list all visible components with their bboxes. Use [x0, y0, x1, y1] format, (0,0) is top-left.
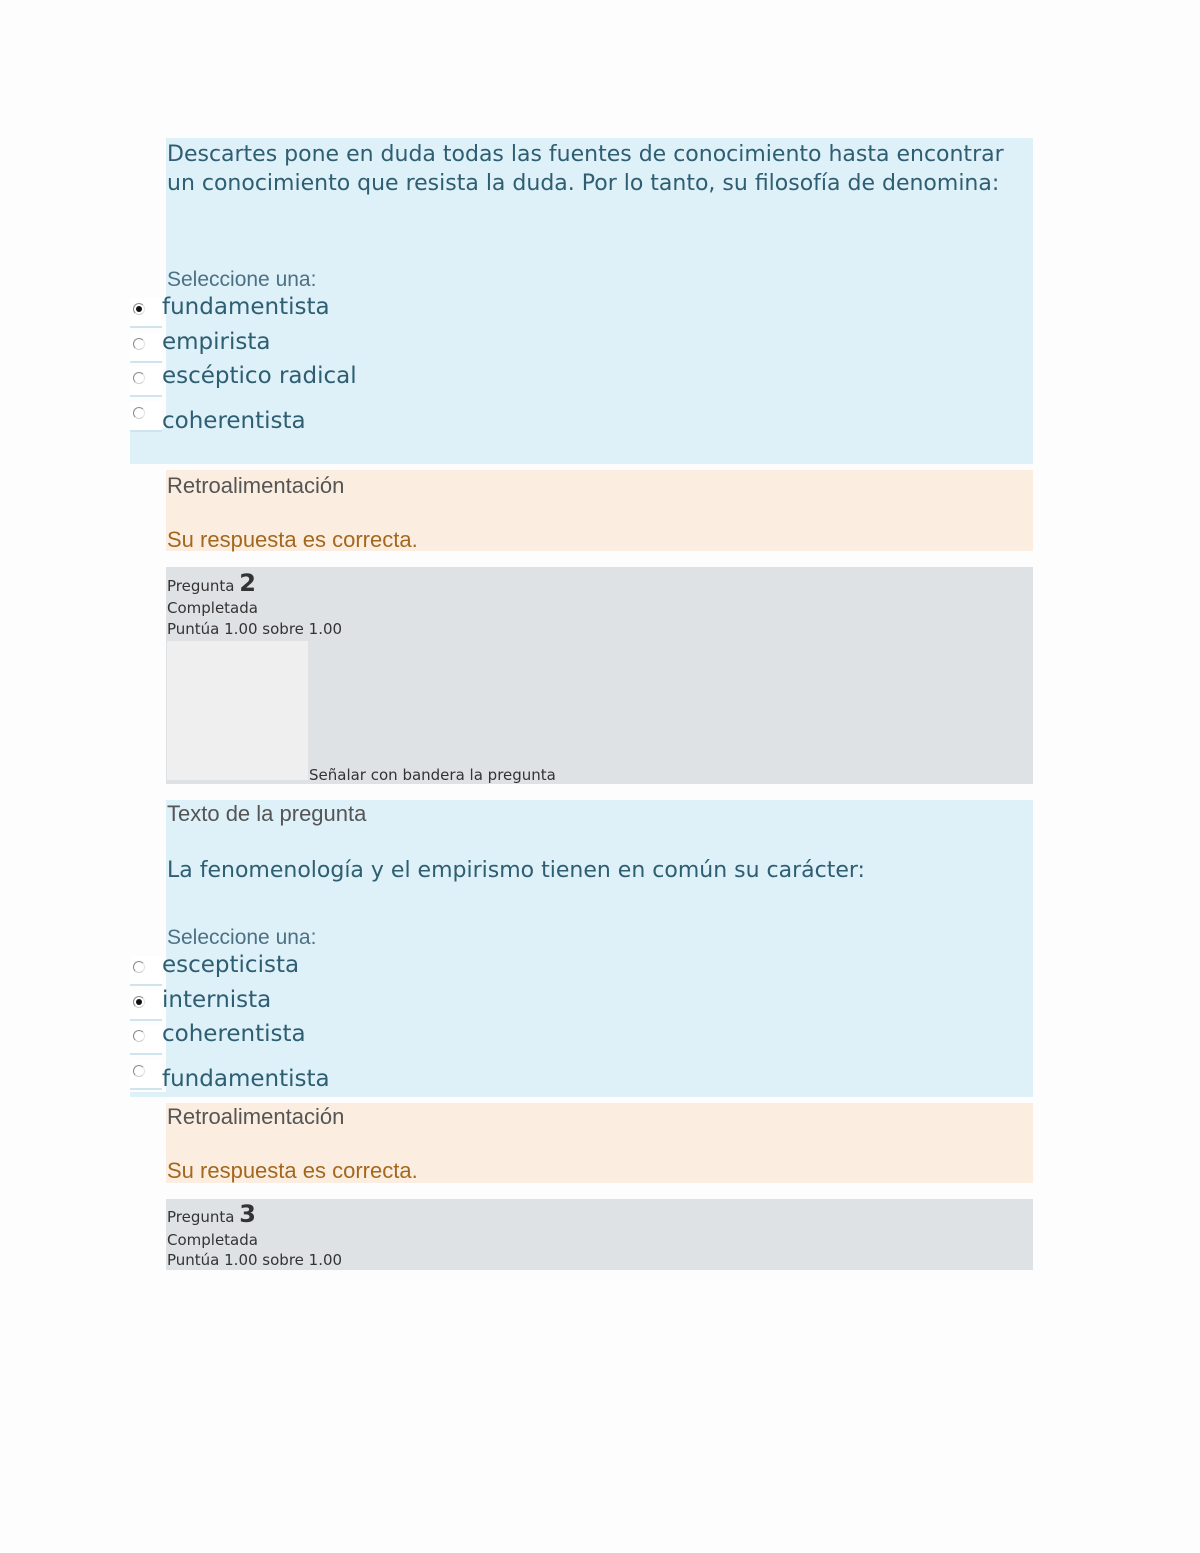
option-label[interactable]: coherentista: [162, 408, 306, 434]
question2-feedback-title: Retroalimentación: [167, 1104, 345, 1129]
question2-text-header: Texto de la pregunta: [167, 801, 367, 826]
question2-feedback-message: Su respuesta es correcta.: [167, 1158, 418, 1183]
radio-cell: [130, 402, 162, 432]
flag-question-area[interactable]: [167, 641, 308, 780]
question2-text: La fenomenología y el empirismo tienen en común su carácter:: [167, 858, 865, 883]
radio-button[interactable]: [133, 338, 145, 350]
option-label[interactable]: empirista: [162, 329, 271, 355]
option-label[interactable]: escepticista: [162, 952, 300, 978]
radio-button-checked[interactable]: [133, 303, 145, 315]
radio-cell: [130, 367, 162, 397]
option-label[interactable]: fundamentista: [162, 1066, 330, 1092]
radio-button-checked[interactable]: [133, 996, 145, 1008]
question2-grade: Puntúa 1.00 sobre 1.00: [167, 620, 343, 638]
question2-state: Completada: [167, 599, 258, 617]
question3-heading: [167, 1200, 256, 1228]
flag-question-link[interactable]: Señalar con bandera la pregunta: [309, 766, 556, 784]
question1-feedback-message: Su respuesta es correcta.: [167, 527, 418, 552]
radio-button[interactable]: [133, 1065, 145, 1077]
question1-select-prompt: Seleccione una:: [167, 268, 317, 291]
question3-grade: Puntúa 1.00 sobre 1.00: [167, 1251, 343, 1269]
question1-feedback-title: Retroalimentación: [167, 473, 345, 498]
option-label[interactable]: internista: [162, 987, 272, 1013]
question1-answer-strip: [130, 428, 166, 464]
option-label[interactable]: escéptico radical: [162, 363, 357, 389]
radio-cell: [130, 333, 162, 363]
radio-cell: [130, 298, 162, 328]
radio-cell: [130, 991, 162, 1021]
question2-answer-strip: [130, 1092, 166, 1097]
question3-state: Completada: [167, 1231, 258, 1249]
question-label: Pregunta: [167, 577, 235, 595]
radio-button[interactable]: [133, 407, 145, 419]
question-number: 3: [239, 1200, 256, 1228]
radio-button[interactable]: [133, 372, 145, 384]
radio-button[interactable]: [133, 1030, 145, 1042]
question-number: 2: [239, 569, 256, 597]
radio-cell: [130, 1025, 162, 1055]
radio-cell: [130, 1060, 162, 1090]
option-label[interactable]: coherentista: [162, 1021, 306, 1047]
question1-text: Descartes pone en duda todas las fuentes de conocimiento hasta encontrar un conocimiento que resista la duda. Por lo tanto, su filosofía de denomina:: [167, 142, 1004, 196]
question2-heading: [167, 569, 256, 597]
option-label[interactable]: fundamentista: [162, 294, 330, 320]
question2-select-prompt: Seleccione una:: [167, 926, 317, 949]
radio-cell: [130, 956, 162, 986]
radio-button[interactable]: [133, 961, 145, 973]
question-label: Pregunta: [167, 1208, 235, 1226]
